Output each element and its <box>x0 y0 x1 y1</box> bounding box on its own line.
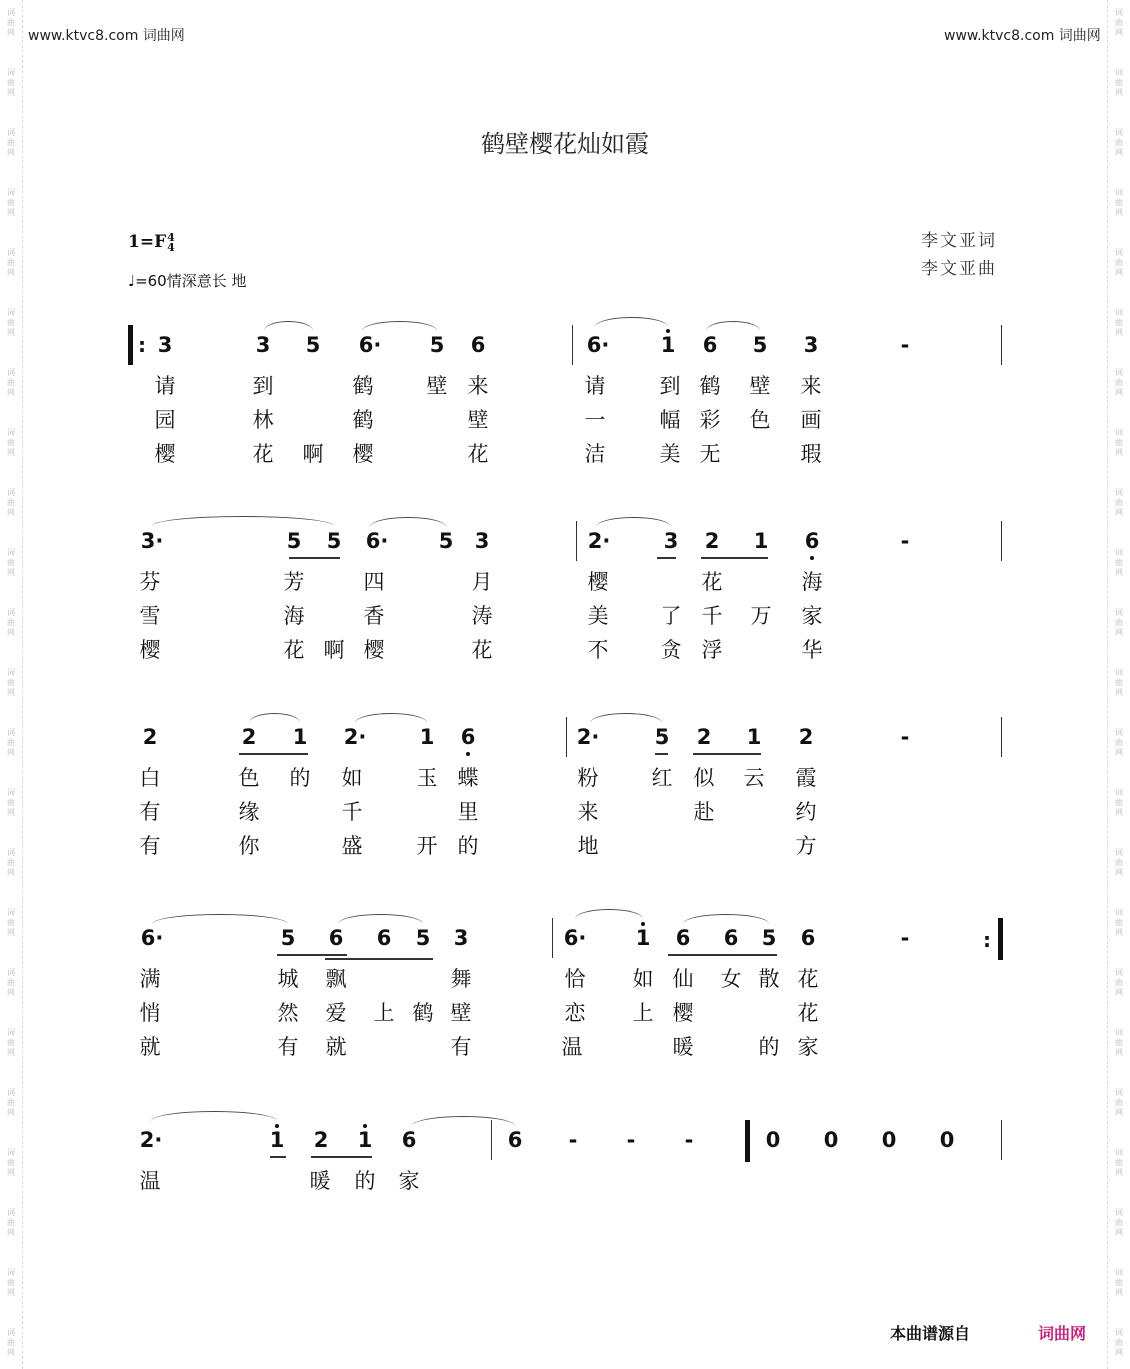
lyric-char: 洁 <box>584 442 606 466</box>
watermark-text: 词 曲 网 <box>1115 1148 1123 1177</box>
note: 0 <box>939 1128 955 1152</box>
lyric-char: 恰 <box>564 967 586 991</box>
note: 2 <box>142 725 158 749</box>
lyric-char: 云 <box>743 766 765 790</box>
lyric-char: 美 <box>659 442 681 466</box>
barline <box>998 918 1003 960</box>
time-bottom: 4 <box>167 240 175 254</box>
note: 2· <box>343 725 367 749</box>
beam-underline <box>277 954 347 956</box>
beam-underline <box>668 954 777 956</box>
note: 2· <box>139 1128 163 1152</box>
lyric-char: 鹤 <box>412 1001 434 1025</box>
lyric-char: 霞 <box>795 766 817 790</box>
lyric-char: 就 <box>139 1035 161 1059</box>
watermark-text: 词 曲 网 <box>1115 188 1123 217</box>
barline <box>572 325 573 365</box>
site-url-right[interactable]: www.ktvc8.com 词曲网 <box>944 28 1101 44</box>
time-signature <box>167 230 175 254</box>
slur-tie <box>249 713 300 723</box>
lyric-char: 约 <box>795 800 817 824</box>
note: 1 <box>269 1128 285 1152</box>
lyric-char: 蝶 <box>457 766 479 790</box>
watermark-text: 词 曲 网 <box>7 1088 15 1117</box>
lyric-char: 的 <box>758 1035 780 1059</box>
watermark-text: 词 曲 网 <box>7 728 15 757</box>
note: 3 <box>663 529 679 553</box>
slur-tie <box>151 1111 277 1121</box>
lyricist-credit: 李文亚词 <box>921 231 997 251</box>
watermark-text: 词 曲 网 <box>7 128 15 157</box>
lyric-char: 彩 <box>699 408 721 432</box>
slur-tie <box>590 713 662 723</box>
lyric-char: 千 <box>341 800 363 824</box>
note: 5 <box>415 926 431 950</box>
lyric-char: 啊 <box>323 638 345 662</box>
lyric-char: 樱 <box>363 638 385 662</box>
note: 3· <box>140 529 164 553</box>
watermark-text: 词 曲 网 <box>1115 848 1123 877</box>
slur-tie <box>683 914 769 924</box>
song-title: 鹤壁樱花灿如霞 <box>481 130 649 158</box>
lyric-char: 月 <box>471 570 493 594</box>
lyric-char: 请 <box>154 374 176 398</box>
lyric-char: 粉 <box>577 766 599 790</box>
lyric-char: 樱 <box>587 570 609 594</box>
lyric-char: 樱 <box>139 638 161 662</box>
note: 6 <box>401 1128 417 1152</box>
lyric-char: 鹤 <box>699 374 721 398</box>
note: 5 <box>654 725 670 749</box>
note: 5 <box>438 529 454 553</box>
lyric-char: 了 <box>660 604 682 628</box>
lyric-char: 缘 <box>238 800 260 824</box>
watermark-text: 词 曲 网 <box>7 488 15 517</box>
lyric-char: 壁 <box>467 408 489 432</box>
footer-source-label: 本曲谱源自 <box>890 1324 971 1343</box>
lyric-char: 里 <box>457 800 479 824</box>
lyric-char: 樱 <box>352 442 374 466</box>
watermark-text: 词 曲 网 <box>7 668 15 697</box>
barline <box>491 1120 492 1160</box>
note: 6 <box>804 529 820 553</box>
watermark-text: 词 曲 网 <box>1115 368 1123 397</box>
watermark-text: 词 曲 网 <box>1115 488 1123 517</box>
lyric-char: 白 <box>139 766 161 790</box>
note: 2 <box>798 725 814 749</box>
lyric-char: 方 <box>795 834 817 858</box>
lyric-char: 瑕 <box>800 442 822 466</box>
slur-tie <box>152 914 288 924</box>
lyric-char: 舞 <box>450 967 472 991</box>
lyric-char: 鹤 <box>352 408 374 432</box>
lyric-char: 女 <box>720 967 742 991</box>
beam-underline <box>325 958 433 960</box>
barline <box>1001 325 1002 365</box>
lyric-char: 鹤 <box>352 374 374 398</box>
lyric-char: 幅 <box>659 408 681 432</box>
note: 1 <box>419 725 435 749</box>
note: 3 <box>474 529 490 553</box>
octave-dot-high <box>363 1124 367 1128</box>
lyric-char: 盛 <box>341 834 363 858</box>
barline <box>1001 521 1002 561</box>
watermark-text: 词 曲 网 <box>7 68 15 97</box>
watermark-text: 词 曲 网 <box>7 548 15 577</box>
lyric-char: 华 <box>801 638 823 662</box>
note: 6 <box>800 926 816 950</box>
lyric-char: 花 <box>471 638 493 662</box>
lyric-char: 浮 <box>701 638 723 662</box>
watermark-text: 词 曲 网 <box>7 428 15 457</box>
lyric-char: 请 <box>584 374 606 398</box>
lyric-char: 来 <box>467 374 489 398</box>
lyric-char: 壁 <box>749 374 771 398</box>
octave-dot-low <box>466 752 470 756</box>
watermark-text: 词 曲 网 <box>7 1208 15 1237</box>
lyric-char: 花 <box>467 442 489 466</box>
lyric-char: 到 <box>252 374 274 398</box>
lyric-char: 色 <box>238 766 260 790</box>
beam-underline <box>655 753 668 755</box>
barline <box>1001 1120 1002 1160</box>
lyric-char: 温 <box>139 1169 161 1193</box>
lyric-char: 花 <box>797 1001 819 1025</box>
lyric-char: 有 <box>139 834 161 858</box>
slur-tie <box>596 517 671 527</box>
beam-underline <box>657 557 676 559</box>
lyric-char: 恋 <box>564 1001 586 1025</box>
site-url-left[interactable]: www.ktvc8.com 词曲网 <box>28 28 185 44</box>
repeat-start-dots: : <box>138 333 146 357</box>
lyric-char: 的 <box>354 1169 376 1193</box>
watermark-text: 词 曲 网 <box>1115 1028 1123 1057</box>
slur-tie <box>152 516 334 526</box>
lyric-char: 家 <box>398 1169 420 1193</box>
octave-dot-high <box>666 329 670 333</box>
watermark-text: 词 曲 网 <box>1115 248 1123 277</box>
barline <box>128 325 133 365</box>
barline <box>566 717 567 757</box>
note: 1 <box>635 926 651 950</box>
lyric-char: 爱 <box>325 1001 347 1025</box>
lyric-char: 温 <box>561 1035 583 1059</box>
tempo-marking: ♩=60情深意长 地 <box>128 272 247 290</box>
hold-dash: - <box>684 1128 694 1152</box>
right-watermark-strip <box>1107 0 1130 1369</box>
lyric-char: 你 <box>238 834 260 858</box>
note: 1 <box>660 333 676 357</box>
watermark-text: 词 曲 网 <box>1115 308 1123 337</box>
left-watermark-strip <box>0 0 23 1369</box>
lyric-char: 芳 <box>283 570 305 594</box>
octave-dot-high <box>641 922 645 926</box>
note: 6· <box>358 333 382 357</box>
lyric-char: 香 <box>363 604 385 628</box>
lyric-char: 红 <box>651 766 673 790</box>
note: 1 <box>357 1128 373 1152</box>
beam-underline <box>693 753 761 755</box>
slur-tie <box>706 321 760 331</box>
lyric-char: 无 <box>699 442 721 466</box>
note: 6· <box>586 333 610 357</box>
note: 6· <box>563 926 587 950</box>
watermark-text: 词 曲 网 <box>1115 968 1123 997</box>
watermark-text: 词 曲 网 <box>1115 428 1123 457</box>
beam-underline <box>289 557 340 559</box>
watermark-text: 词 曲 网 <box>7 788 15 817</box>
hold-dash: - <box>900 333 910 357</box>
lyric-char: 美 <box>587 604 609 628</box>
lyric-char: 散 <box>758 967 780 991</box>
watermark-text: 词 曲 网 <box>1115 128 1123 157</box>
lyric-char: 壁 <box>426 374 448 398</box>
hold-dash: - <box>626 1128 636 1152</box>
watermark-text: 词 曲 网 <box>7 1148 15 1177</box>
octave-dot-high <box>275 1124 279 1128</box>
lyric-char: 城 <box>277 967 299 991</box>
lyric-char: 雪 <box>139 604 161 628</box>
slur-tie <box>264 321 313 331</box>
lyric-char: 满 <box>139 967 161 991</box>
lyric-char: 赴 <box>693 800 715 824</box>
note: 5 <box>429 333 445 357</box>
lyric-char: 上 <box>373 1001 395 1025</box>
note: 6 <box>470 333 486 357</box>
lyric-char: 千 <box>701 604 723 628</box>
watermark-text: 词 曲 网 <box>1115 1328 1123 1357</box>
watermark-text: 词 曲 网 <box>7 848 15 877</box>
composer-credit: 李文亚曲 <box>921 259 997 279</box>
note: 5 <box>305 333 321 357</box>
slur-tie <box>595 317 668 327</box>
lyric-char: 花 <box>701 570 723 594</box>
lyric-char: 万 <box>750 604 772 628</box>
lyric-char: 到 <box>659 374 681 398</box>
watermark-text: 词 曲 网 <box>7 308 15 337</box>
note: 1 <box>746 725 762 749</box>
watermark-text: 词 曲 网 <box>1115 1268 1123 1297</box>
note: 5 <box>286 529 302 553</box>
note: 0 <box>881 1128 897 1152</box>
barline <box>576 521 577 561</box>
lyric-char: 不 <box>587 638 609 662</box>
watermark-text: 词 曲 网 <box>1115 668 1123 697</box>
lyric-char: 就 <box>325 1035 347 1059</box>
watermark-text: 词 曲 网 <box>1115 788 1123 817</box>
note: 2 <box>704 529 720 553</box>
watermark-text: 词 曲 网 <box>7 1268 15 1297</box>
note: 5 <box>761 926 777 950</box>
beam-underline <box>311 1156 372 1158</box>
watermark-text: 词 曲 网 <box>1115 608 1123 637</box>
beam-underline <box>701 557 768 559</box>
lyric-char: 家 <box>801 604 823 628</box>
note: 2· <box>576 725 600 749</box>
note: 2 <box>241 725 257 749</box>
note: 6 <box>723 926 739 950</box>
watermark-text: 词 曲 网 <box>1115 1208 1123 1237</box>
lyric-char: 园 <box>154 408 176 432</box>
watermark-text: 词 曲 网 <box>7 188 15 217</box>
note: 3 <box>255 333 271 357</box>
note: 6 <box>460 725 476 749</box>
lyric-char: 上 <box>632 1001 654 1025</box>
lyric-char: 仙 <box>672 967 694 991</box>
lyric-char: 樱 <box>154 442 176 466</box>
lyric-char: 来 <box>800 374 822 398</box>
beam-underline <box>239 753 308 755</box>
watermark-text: 词 曲 网 <box>1115 728 1123 757</box>
lyric-char: 如 <box>632 967 654 991</box>
watermark-text: 词 曲 网 <box>7 248 15 277</box>
lyric-char: 海 <box>283 604 305 628</box>
watermark-text: 词 曲 网 <box>7 908 15 937</box>
lyric-char: 海 <box>801 570 823 594</box>
note: 2 <box>313 1128 329 1152</box>
lyric-char: 暖 <box>672 1035 694 1059</box>
lyric-char: 四 <box>363 570 385 594</box>
beam-underline <box>270 1156 286 1158</box>
slur-tie <box>362 321 437 331</box>
barline <box>745 1120 750 1162</box>
lyric-char: 画 <box>800 408 822 432</box>
note: 6 <box>507 1128 523 1152</box>
note: 6· <box>140 926 164 950</box>
time-top: 4 <box>167 230 175 244</box>
lyric-char: 色 <box>749 408 771 432</box>
lyric-char: 地 <box>577 834 599 858</box>
lyric-char: 一 <box>584 408 606 432</box>
watermark-text: 词 曲 网 <box>7 1028 15 1057</box>
hold-dash: - <box>900 529 910 553</box>
lyric-char: 如 <box>341 766 363 790</box>
note: 3 <box>157 333 173 357</box>
octave-dot-low <box>810 556 814 560</box>
slur-tie <box>412 1116 515 1126</box>
lyric-char: 有 <box>139 800 161 824</box>
lyric-char: 樱 <box>672 1001 694 1025</box>
note: 6 <box>702 333 718 357</box>
lyric-char: 然 <box>277 1001 299 1025</box>
lyric-char: 壁 <box>450 1001 472 1025</box>
lyric-char: 花 <box>283 638 305 662</box>
lyric-char: 开 <box>416 834 438 858</box>
watermark-text: 词 曲 网 <box>1115 908 1123 937</box>
hold-dash: - <box>568 1128 578 1152</box>
note: 2· <box>587 529 611 553</box>
watermark-text: 词 曲 网 <box>1115 68 1123 97</box>
lyric-char: 的 <box>289 766 311 790</box>
lyric-char: 飘 <box>325 967 347 991</box>
lyric-char: 似 <box>693 766 715 790</box>
note: 6 <box>328 926 344 950</box>
watermark-text: 词 曲 网 <box>1115 548 1123 577</box>
repeat-end-dots: : <box>983 928 991 952</box>
note: 6· <box>365 529 389 553</box>
note: 5 <box>326 529 342 553</box>
watermark-text: 词 曲 网 <box>1115 8 1123 37</box>
note: 3 <box>453 926 469 950</box>
slur-tie <box>355 713 427 723</box>
slur-tie <box>338 914 423 924</box>
watermark-text: 词 曲 网 <box>7 968 15 997</box>
lyric-char: 来 <box>577 800 599 824</box>
lyric-char: 林 <box>252 408 274 432</box>
lyric-char: 玉 <box>416 766 438 790</box>
slur-tie <box>575 909 643 919</box>
hold-dash: - <box>900 725 910 749</box>
note: 5 <box>752 333 768 357</box>
key-signature <box>128 232 175 253</box>
watermark-text: 词 曲 网 <box>7 368 15 397</box>
footer-site-link[interactable]: 词曲网 <box>1038 1324 1087 1343</box>
note: 1 <box>753 529 769 553</box>
watermark-text: 词 曲 网 <box>7 608 15 637</box>
watermark-text: 词 曲 网 <box>7 8 15 37</box>
lyric-char: 暖 <box>309 1169 331 1193</box>
slur-tie <box>370 517 446 527</box>
lyric-char: 啊 <box>302 442 324 466</box>
lyric-char: 贪 <box>660 638 682 662</box>
note: 0 <box>823 1128 839 1152</box>
watermark-text: 词 曲 网 <box>7 1328 15 1357</box>
lyric-char: 家 <box>797 1035 819 1059</box>
lyric-char: 有 <box>277 1035 299 1059</box>
lyric-char: 花 <box>252 442 274 466</box>
watermark-text: 词 曲 网 <box>1115 1088 1123 1117</box>
lyric-char: 的 <box>457 834 479 858</box>
lyric-char: 悄 <box>139 1001 161 1025</box>
note: 6 <box>675 926 691 950</box>
note: 1 <box>292 725 308 749</box>
note: 3 <box>803 333 819 357</box>
lyric-char: 涛 <box>471 604 493 628</box>
barline <box>1001 717 1002 757</box>
note: 0 <box>765 1128 781 1152</box>
note: 6 <box>376 926 392 950</box>
note: 5 <box>280 926 296 950</box>
lyric-char: 有 <box>450 1035 472 1059</box>
barline <box>552 918 553 958</box>
note: 2 <box>696 725 712 749</box>
lyric-char: 芬 <box>139 570 161 594</box>
lyric-char: 花 <box>797 967 819 991</box>
key-label: 1=F <box>128 232 167 252</box>
hold-dash: - <box>900 926 910 950</box>
